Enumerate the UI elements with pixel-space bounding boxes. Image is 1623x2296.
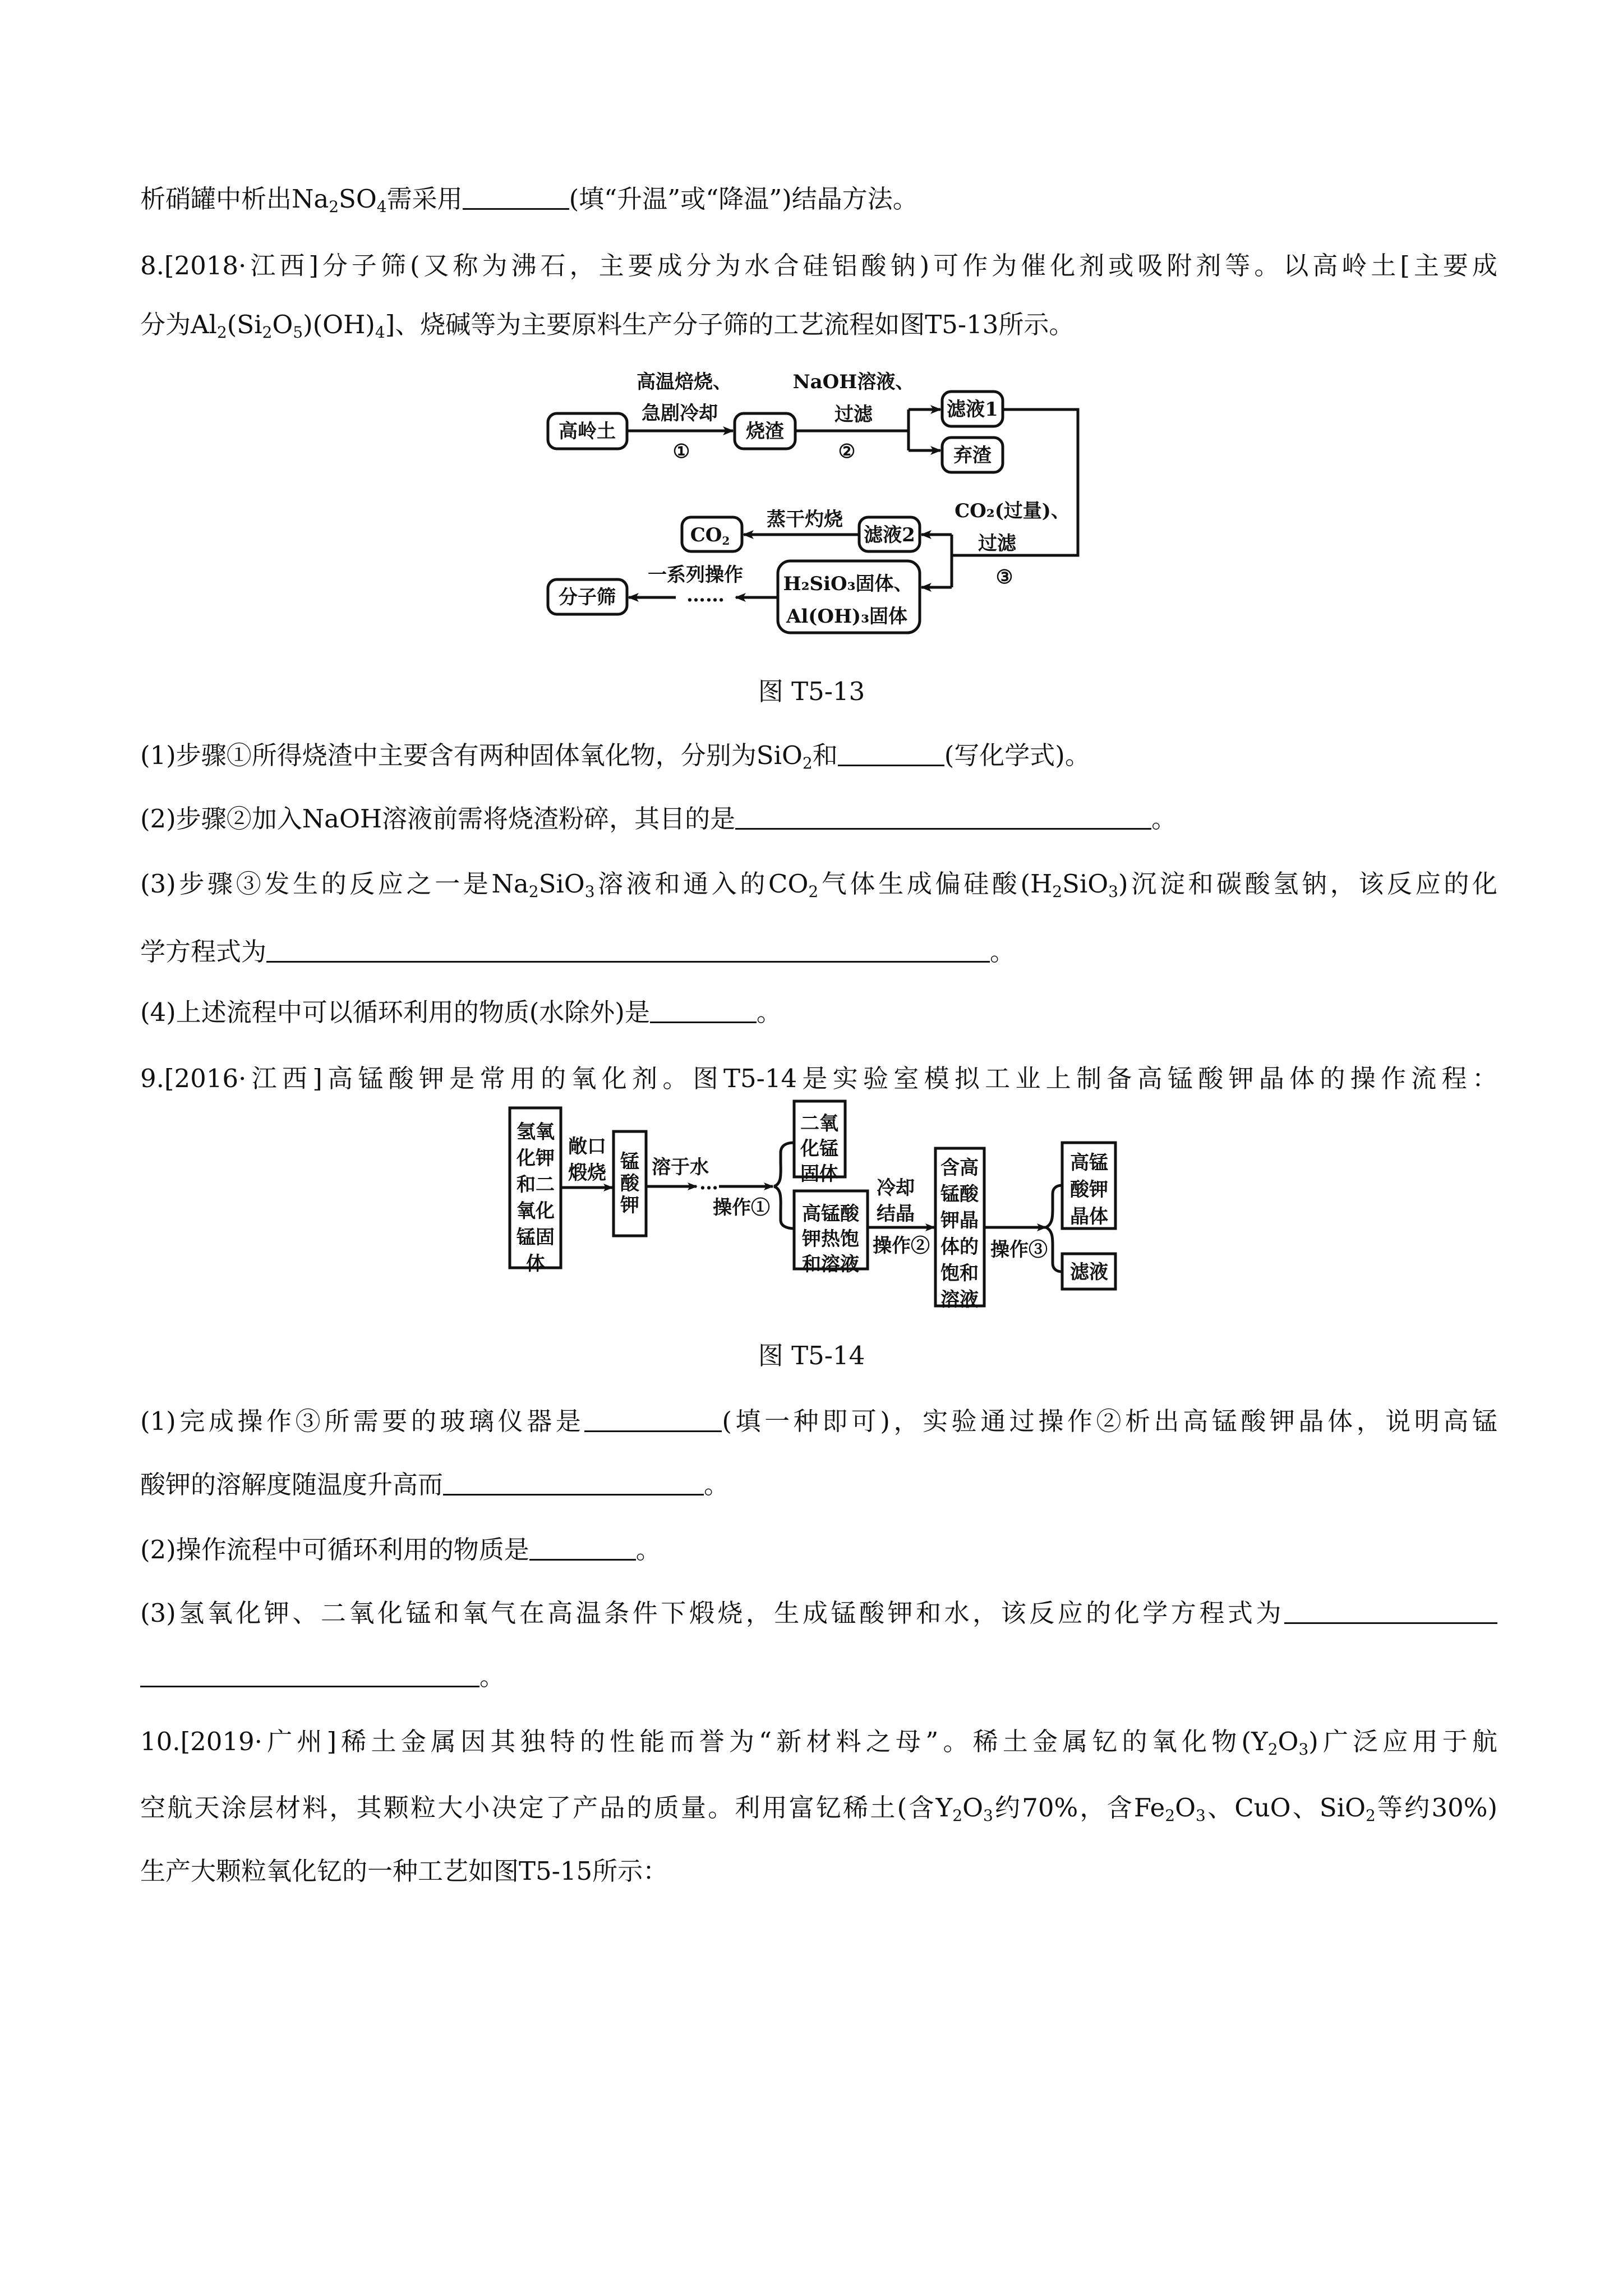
- evaporate-label: 蒸干灼烧: [767, 508, 843, 531]
- question-10-intro-end: [140, 1855, 668, 1888]
- subscript: 2: [262, 323, 273, 342]
- box-text-row: 体的: [940, 1236, 979, 1258]
- answer-blank[interactable]: [463, 182, 569, 210]
- text-segment: 。: [635, 1535, 661, 1565]
- subscript: 3: [1298, 1740, 1309, 1759]
- text-segment: SO: [339, 184, 377, 214]
- brace-op3: [1046, 1185, 1062, 1272]
- text-segment: 。: [756, 997, 782, 1027]
- box-text-row: 和二: [517, 1174, 555, 1196]
- calcine-label-b: 煅烧: [568, 1162, 606, 1184]
- answer-blank[interactable]: [650, 996, 757, 1023]
- answer-blank[interactable]: [584, 1405, 722, 1432]
- question-8-3-cont: [140, 935, 1015, 969]
- flowchart-t5-13: [533, 359, 1122, 651]
- calcine-label-a: 敞口: [568, 1135, 606, 1158]
- op3-label: 操作③: [990, 1239, 1048, 1261]
- box-text-row: 溶液: [940, 1289, 979, 1311]
- label-gaolingtu: 高岭土: [559, 420, 616, 443]
- box-text-row: 化锰: [800, 1138, 838, 1160]
- text-segment: (1)完成操作③所需要的玻璃仪器是: [140, 1406, 585, 1436]
- text-segment: 学方程式为: [140, 937, 267, 967]
- box-text-row: 固体: [800, 1163, 838, 1185]
- label-lvye2: 滤液2: [864, 524, 915, 546]
- question-8-intro: [140, 249, 1497, 283]
- subscript: 2: [1165, 1806, 1175, 1825]
- subscript: 2: [216, 323, 227, 342]
- text-segment: (填一种即可)，实验通过操作②析出高锰酸钾晶体，说明高锰: [722, 1406, 1497, 1436]
- label-fenzishai: 分子筛: [559, 586, 616, 609]
- box-text-row: 化钾: [517, 1147, 555, 1170]
- answer-blank[interactable]: [838, 739, 944, 766]
- label-solid-h2sio3: H₂SiO₃固体、: [783, 573, 913, 595]
- box-text-row: 高锰: [1070, 1152, 1108, 1174]
- question-9-2: [140, 1533, 661, 1567]
- box-text-row: 锰酸: [940, 1183, 979, 1205]
- question-8-2: [140, 802, 1177, 836]
- text-segment: (填“升温”或“降温”)结晶方法。: [569, 184, 918, 214]
- question-8-intro-cont: [140, 308, 1074, 342]
- text-segment: 等约30%): [1375, 1793, 1498, 1823]
- text-segment: (2)操作流程中可循环利用的物质是: [140, 1535, 529, 1565]
- text-segment: )沉淀和碳酸氢钠，该反应的化: [1118, 869, 1497, 899]
- label-lvye1: 滤液1: [947, 398, 998, 421]
- text-line-1: [140, 182, 918, 216]
- subscript: 2: [802, 754, 813, 772]
- box-text-row: 酸: [620, 1172, 639, 1195]
- text-segment: 8.[2018·江西]分子筛(又称为沸石，主要成分为水合硅铝酸钠)可作为催化剂或吸附剂等。以高岭土[主要成: [140, 251, 1497, 280]
- text-segment: )广泛应用于航: [1308, 1727, 1498, 1756]
- question-9-3: [140, 1596, 1497, 1630]
- answer-blank[interactable]: [443, 1468, 704, 1496]
- box-text-row: 和溶液: [802, 1253, 859, 1276]
- text-segment: 约70%，含Fe: [993, 1793, 1165, 1823]
- text-segment: O: [1175, 1793, 1196, 1823]
- op2-label: 操作②: [873, 1235, 930, 1257]
- label-co2: CO2: [690, 524, 730, 547]
- question-9-1: [140, 1405, 1497, 1438]
- box-text-row: 二氧: [800, 1112, 838, 1135]
- text-segment: O: [1278, 1727, 1299, 1756]
- answer-blank[interactable]: [1284, 1596, 1497, 1624]
- answer-blank[interactable]: [529, 1533, 636, 1561]
- dots: …: [699, 1172, 718, 1194]
- box-text-row: 钾: [620, 1194, 639, 1217]
- box-text-row: 钾晶: [940, 1209, 979, 1232]
- subscript: 2: [1267, 1740, 1278, 1759]
- text-segment: ]、烧碱等为主要原料生产分子筛的工艺流程如图T5-13所示。: [385, 310, 1075, 339]
- answer-blank[interactable]: [735, 802, 1151, 830]
- subscript: 2: [952, 1806, 963, 1825]
- text-segment: 需采用: [386, 184, 463, 214]
- text-segment: 。: [990, 937, 1016, 967]
- box-text-row: 酸钾: [1070, 1179, 1108, 1201]
- box-text-row: 锰: [620, 1151, 639, 1173]
- answer-blank[interactable]: [266, 935, 990, 963]
- box-text-row: 氧化: [517, 1200, 555, 1222]
- text-segment: 。: [479, 1662, 505, 1691]
- step1-label-b: 急剧冷却: [642, 402, 718, 425]
- question-9-intro: [140, 1062, 1497, 1096]
- text-segment: (4)上述流程中可以循环利用的物质(水除外)是: [140, 997, 650, 1027]
- box-text-row: 高锰酸: [802, 1203, 859, 1225]
- box-text-row: 钾热饱: [802, 1228, 859, 1250]
- text-segment: 析硝罐中析出Na: [140, 184, 329, 214]
- text-segment: 溶液和通入的CO: [594, 869, 809, 899]
- question-8-3: [140, 867, 1497, 901]
- step2-label-a: NaOH溶液、: [792, 371, 915, 393]
- subscript: 2: [808, 882, 819, 901]
- text-segment: 生产大颗粒氧化钇的一种工艺如图T5-15所示：: [140, 1856, 668, 1886]
- subscript: 4: [376, 197, 387, 216]
- text-segment: 。: [1151, 804, 1177, 834]
- label-qizha: 弃渣: [953, 444, 992, 467]
- text-segment: 空航天涂层材料，其颗粒大小决定了产品的质量。利用富钇稀土(含Y: [140, 1793, 953, 1823]
- label-filtrate: 滤液: [1070, 1261, 1108, 1283]
- series-ops-label: 一系列操作: [648, 564, 743, 586]
- question-8-1: [140, 739, 1090, 772]
- subscript: 5: [293, 323, 303, 342]
- figure-caption-t5-13: 图 T5-13: [758, 677, 865, 706]
- dots: ……: [686, 584, 725, 606]
- subscript: 2: [1366, 1806, 1376, 1825]
- text-segment: SiO: [1062, 869, 1109, 899]
- dissolve-label: 溶于水: [652, 1156, 709, 1179]
- subscript: 3: [584, 882, 595, 901]
- flowchart-t5-14: [494, 1099, 1127, 1335]
- question-9-3-cont: [140, 1660, 505, 1694]
- step1-label-a: 高温焙烧、: [637, 371, 732, 393]
- crystallize-label: 结晶: [877, 1203, 915, 1225]
- text-segment: (写化学式)。: [944, 740, 1090, 770]
- text-segment: 、CuO、SiO: [1205, 1793, 1366, 1823]
- step2-label-b: 过滤: [834, 403, 873, 426]
- text-segment: O: [962, 1793, 983, 1823]
- text-segment: O: [272, 310, 293, 339]
- question-8-4: [140, 996, 782, 1029]
- label-shaozha: 烧渣: [746, 420, 784, 443]
- brace-op1: [774, 1143, 794, 1228]
- text-segment: 。: [704, 1470, 730, 1499]
- step3-label-a: CO₂(过量)、: [955, 500, 1070, 522]
- text-segment: 10.[2019·广州]稀土金属因其独特的性能而誉为“新材料之母”。稀土金属钇的氧化物(Y: [140, 1727, 1268, 1756]
- text-segment: SiO: [538, 869, 585, 899]
- text-segment: (3)步骤③发生的反应之一是Na: [140, 869, 529, 899]
- question-9-1-cont: [140, 1468, 729, 1502]
- subscript: 2: [329, 197, 339, 216]
- subscript: 4: [375, 323, 385, 342]
- subscript: 3: [1195, 1806, 1206, 1825]
- text-segment: )(OH): [303, 310, 375, 339]
- box-text-row: 含高: [940, 1157, 979, 1179]
- question-10-intro: [140, 1725, 1497, 1759]
- step3-label-b: 过滤: [978, 532, 1016, 555]
- answer-blank[interactable]: [140, 1660, 479, 1687]
- step1-number: ①: [672, 440, 690, 463]
- subscript: 2: [1052, 882, 1063, 901]
- subscript: 2: [528, 882, 539, 901]
- text-segment: 9.[2016·江西]高锰酸钾是常用的氧化剂。图T5-14是实验室模拟工业上制备高锰酸钾晶体的操作流程：: [140, 1064, 1497, 1093]
- text-segment: 酸钾的溶解度随温度升高而: [140, 1470, 444, 1499]
- text-segment: 分为Al: [140, 310, 217, 339]
- figure-caption-t5-14: 图 T5-14: [758, 1341, 865, 1370]
- step2-number: ②: [838, 440, 856, 463]
- text-segment: (Si: [227, 310, 262, 339]
- text-segment: 和: [812, 740, 838, 770]
- text-segment: (2)步骤②加入NaOH溶液前需将烧渣粉碎，其目的是: [140, 804, 736, 834]
- label-solid-aloh3: Al(OH)₃固体: [786, 605, 908, 628]
- box-text-row: 锰固: [517, 1226, 555, 1249]
- question-10-intro-cont: [140, 1791, 1497, 1825]
- text-segment: (3)氢氧化钾、二氧化锰和氧气在高温条件下煅烧，生成锰酸钾和水，该反应的化学方程式为: [140, 1598, 1284, 1628]
- op1-label: 操作①: [713, 1197, 770, 1219]
- box-text-row: 氢氧: [517, 1121, 555, 1143]
- step3-number: ③: [995, 566, 1013, 588]
- text-segment: 气体生成偏硅酸(H: [818, 869, 1053, 899]
- box-text-row: 体: [526, 1253, 545, 1275]
- text-segment: (1)步骤①所得烧渣中主要含有两种固体氧化物，分别为SiO: [140, 740, 803, 770]
- box-text-row: 晶体: [1070, 1205, 1108, 1228]
- cool-label: 冷却: [877, 1177, 915, 1199]
- box-text-row: 饱和: [940, 1262, 979, 1285]
- subscript: 3: [983, 1806, 993, 1825]
- subscript: 3: [1108, 882, 1118, 901]
